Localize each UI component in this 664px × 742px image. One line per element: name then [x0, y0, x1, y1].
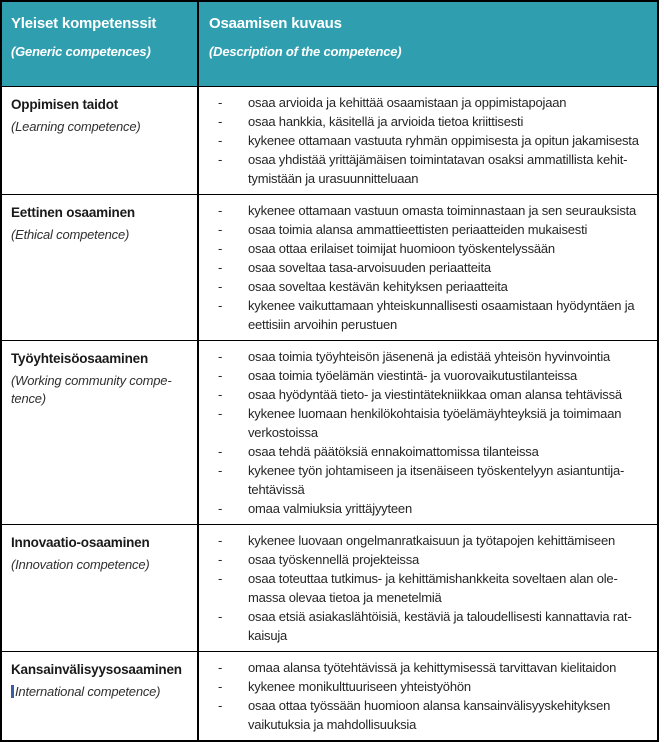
- bullet-item: [218, 404, 647, 442]
- bullet-item: [218, 366, 647, 385]
- bullet-text: osaa ottaa erilaiset toimijat huomioon työskentelyssään: [248, 241, 555, 256]
- bullet-text: omaa alansa työtehtävissä ja kehittymisessä tarvittavan kielitaidon: [248, 660, 617, 675]
- header-subtitle-en: (Generic competences): [11, 44, 151, 59]
- bullet-text: osaa etsiä asiakaslähtöisiä, kestäviä ja taloudellisesti kannattavia ratkaisuja: [248, 609, 632, 643]
- bullet-text: kykenee vaikuttamaan yhteiskunnallisesti osaamistaan hyödyntäen ja eettisiin arvoihin perustuen: [248, 298, 635, 332]
- bullet-text: kykenee ottamaan vastuuta ryhmän oppimisesta ja opitun jakamisesta: [248, 133, 639, 148]
- category-name-en: (Learning competence): [11, 119, 141, 134]
- bullet-item: [218, 385, 647, 404]
- text-cursor-caret: [11, 685, 14, 698]
- bullet-dash: -: [218, 660, 223, 675]
- bullet-item: [218, 201, 647, 220]
- bullet-item: [218, 607, 647, 645]
- bullet-text: osaa työskennellä projekteissa: [248, 552, 420, 567]
- category-name-en: (Ethical competence): [11, 227, 130, 242]
- bullet-item: [218, 531, 647, 550]
- bullet-dash: -: [218, 260, 223, 275]
- category-cell[interactable]: [2, 341, 199, 524]
- bullet-text: osaa hyödyntää tieto- ja viestintätekniikkaa oman alansa tehtävissä: [248, 387, 622, 402]
- bullet-text: kykenee ottamaan vastuun omasta toiminnastaan ja sen seurauksista: [248, 203, 637, 218]
- bullet-dash: -: [218, 279, 223, 294]
- bullet-text: kykenee luomaan henkilökohtaisia työelämäyhteyksiä ja toimimaan verkostoissa: [248, 406, 622, 440]
- table-row-learning-competence: [2, 86, 657, 194]
- bullet-dash: -: [218, 114, 223, 129]
- category-name: Työyhteisöosaaminen: [11, 351, 148, 366]
- header-subtitle-en: (Description of the competence): [209, 44, 402, 59]
- bullet-item: [218, 112, 647, 131]
- category-name-en: (Innovation competence): [11, 557, 150, 572]
- bullet-text: osaa arvioida ja kehittää osaamistaan ja oppimistapojaan: [248, 95, 567, 110]
- category-name-en-text: International competence): [15, 684, 161, 699]
- bullet-item: [218, 131, 647, 150]
- bullet-dash: -: [218, 95, 223, 110]
- category-name-en: (Working community competence): [11, 373, 172, 406]
- bullet-dash: -: [218, 571, 223, 586]
- bullet-item: [218, 677, 647, 696]
- bullet-text: osaa soveltaa kestävän kehityksen periaatteita: [248, 279, 508, 294]
- bullet-dash: -: [218, 368, 223, 383]
- bullet-dash: -: [218, 406, 223, 421]
- category-cell[interactable]: [2, 652, 199, 740]
- category-name: Eettinen osaaminen: [11, 205, 135, 220]
- category-name: Oppimisen taidot: [11, 97, 119, 112]
- bullet-item: [218, 150, 647, 188]
- bullet-text: osaa tehdä päätöksiä ennakoimattomissa tilanteissa: [248, 444, 539, 459]
- table-row-working-community-competence: [2, 340, 657, 524]
- bullet-item: [218, 658, 647, 677]
- description-cell[interactable]: [199, 195, 657, 340]
- table-row-ethical-competence: [2, 194, 657, 340]
- description-cell[interactable]: [199, 87, 657, 194]
- bullet-item: [218, 442, 647, 461]
- header-cell-competence-description: [199, 2, 657, 86]
- bullet-item: [218, 347, 647, 366]
- bullet-dash: -: [218, 349, 223, 364]
- bullet-dash: -: [218, 241, 223, 256]
- table-row-international-competence: [2, 651, 657, 740]
- bullet-item: [218, 499, 647, 518]
- bullet-dash: -: [218, 387, 223, 402]
- bullet-text: osaa hankkia, käsitellä ja arvioida tietoa kriittisesti: [248, 114, 524, 129]
- bullet-item: [218, 296, 647, 334]
- category-name-en: [11, 683, 189, 701]
- bullet-text: osaa toteuttaa tutkimus- ja kehittämishankkeita soveltaen alan olemassa olevaa tietoa ja menetelmiä: [248, 571, 618, 605]
- category-name: Innovaatio-osaaminen: [11, 535, 150, 550]
- category-cell[interactable]: [2, 525, 199, 651]
- bullet-item: [218, 569, 647, 607]
- bullet-item: [218, 239, 647, 258]
- description-cell[interactable]: [199, 525, 657, 651]
- description-cell[interactable]: [199, 341, 657, 524]
- category-cell[interactable]: [2, 195, 199, 340]
- bullet-dash: -: [218, 679, 223, 694]
- bullet-item: [218, 550, 647, 569]
- bullet-item: [218, 277, 647, 296]
- header-cell-generic-competences: [2, 2, 199, 86]
- bullet-text: osaa toimia alansa ammattieettisten periaatteiden mukaisesti: [248, 222, 588, 237]
- bullet-dash: -: [218, 609, 223, 624]
- bullet-dash: -: [218, 133, 223, 148]
- category-cell[interactable]: [2, 87, 199, 194]
- bullet-dash: -: [218, 203, 223, 218]
- description-cell[interactable]: [199, 652, 657, 740]
- bullet-dash: -: [218, 298, 223, 313]
- bullet-text: kykenee luovaan ongelmanratkaisuun ja työtapojen kehittämiseen: [248, 533, 616, 548]
- bullet-text: osaa soveltaa tasa-arvoisuuden periaatteita: [248, 260, 491, 275]
- bullet-dash: -: [218, 222, 223, 237]
- bullet-text: osaa toimia työyhteisön jäsenenä ja edistää yhteisön hyvinvointia: [248, 349, 611, 364]
- bullet-dash: -: [218, 152, 223, 167]
- table-header-row: [2, 2, 657, 86]
- header-title-fi: Osaamisen kuvaus: [209, 15, 342, 32]
- bullet-dash: -: [218, 444, 223, 459]
- bullet-text: kykenee monikulttuuriseen yhteistyöhön: [248, 679, 471, 694]
- category-name: Kansainvälisyysosaaminen: [11, 662, 182, 677]
- bullet-text: osaa yhdistää yrittäjämäisen toimintatavan osaksi ammatillista kehittymistään ja urasuunnitteluaan: [248, 152, 628, 186]
- bullet-text: osaa ottaa työssään huomioon alansa kansainvälisyyskehityksen vaikutuksia ja mahdollisuuksia: [248, 698, 611, 732]
- bullet-dash: -: [218, 698, 223, 713]
- bullet-item: [218, 220, 647, 239]
- bullet-dash: -: [218, 463, 223, 478]
- bullet-item: [218, 93, 647, 112]
- bullet-item: [218, 696, 647, 734]
- table-row-innovation-competence: [2, 524, 657, 651]
- bullet-item: [218, 461, 647, 499]
- bullet-item: [218, 258, 647, 277]
- bullet-dash: -: [218, 501, 223, 516]
- bullet-dash: -: [218, 552, 223, 567]
- bullet-dash: -: [218, 533, 223, 548]
- bullet-text: osaa toimia työelämän viestintä- ja vuorovaikutustilanteissa: [248, 368, 578, 383]
- bullet-text: omaa valmiuksia yrittäjyyteen: [248, 501, 412, 516]
- header-title-fi: Yleiset kompetenssit: [11, 15, 157, 32]
- bullet-text: kykenee työn johtamiseen ja itsenäiseen työskentelyyn asiantuntijatehtävissä: [248, 463, 625, 497]
